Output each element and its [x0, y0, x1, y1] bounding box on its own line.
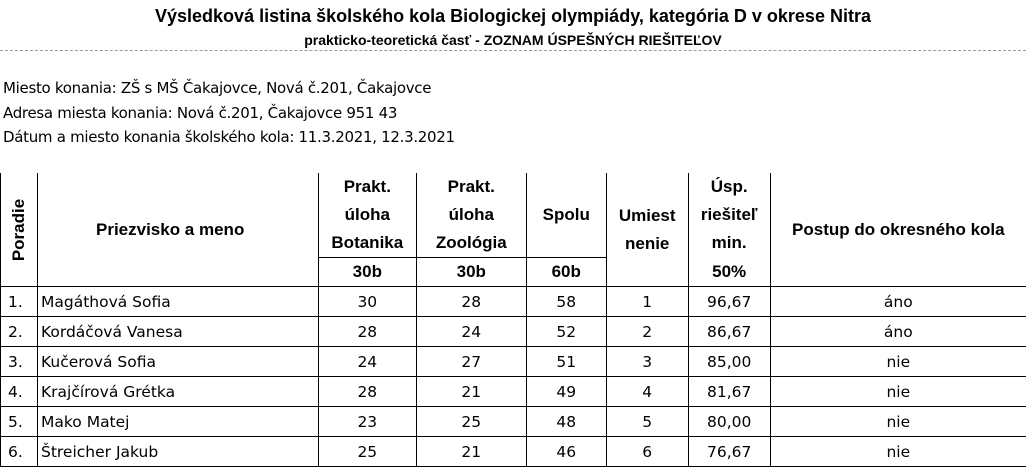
cell-advance: áno [770, 287, 1026, 317]
header-total-max: 60b [526, 258, 606, 287]
cell-place: 3 [606, 347, 688, 377]
header-botany-max: 30b [318, 258, 416, 287]
cell-zoology: 25 [416, 407, 526, 437]
cell-name: Štreicher Jakub [37, 437, 318, 467]
cell-rank: 6. [1, 437, 38, 467]
cell-advance: nie [770, 347, 1026, 377]
header-success: Úsp. riešiteľ min. [688, 173, 770, 258]
cell-success: 86,67 [688, 317, 770, 347]
cell-place: 5 [606, 407, 688, 437]
cell-place: 1 [606, 287, 688, 317]
cell-rank: 5. [1, 407, 38, 437]
cell-total: 48 [526, 407, 606, 437]
header-name: Priezvisko a meno [37, 173, 318, 287]
results-table [0, 173, 1026, 467]
cell-place: 6 [606, 437, 688, 467]
cell-total: 49 [526, 377, 606, 407]
cell-success: 85,00 [688, 347, 770, 377]
header-botany: Prakt. úloha Botanika [318, 173, 416, 258]
cell-zoology: 28 [416, 287, 526, 317]
header-zoology-max: 30b [416, 258, 526, 287]
info-address: Adresa miesta konania: Nová č.201, Čakajovce 951 43 [3, 104, 398, 122]
cell-success: 81,67 [688, 377, 770, 407]
cell-success: 76,67 [688, 437, 770, 467]
cell-rank: 4. [1, 377, 38, 407]
cell-rank: 1. [1, 287, 38, 317]
header-total: Spolu [526, 173, 606, 258]
cell-total: 58 [526, 287, 606, 317]
cell-name: Kučerová Sofia [37, 347, 318, 377]
table-row [1, 287, 1026, 317]
header-rank-label: Poradie [8, 198, 28, 261]
cell-rank: 2. [1, 317, 38, 347]
cell-zoology: 21 [416, 437, 526, 467]
cell-place: 4 [606, 377, 688, 407]
header-place: Umiest nenie [606, 173, 688, 287]
cell-success: 96,67 [688, 287, 770, 317]
table-row [1, 377, 1026, 407]
cell-name: Magáthová Sofia [37, 287, 318, 317]
cell-name: Krajčírová Grétka [37, 377, 318, 407]
cell-zoology: 27 [416, 347, 526, 377]
header-advance: Postup do okresného kola [770, 173, 1026, 287]
info-venue: Miesto konania: ZŠ s MŠ Čakajovce, Nová č.201, Čakajovce [3, 79, 432, 97]
cell-botany: 25 [318, 437, 416, 467]
table-row [1, 407, 1026, 437]
page-subtitle: prakticko-teoretická časť - ZOZNAM ÚSPEŠNÝCH RIEŠITEĽOV [304, 32, 722, 48]
cell-total: 46 [526, 437, 606, 467]
header-zoology: Prakt. úloha Zoológia [416, 173, 526, 258]
cell-name: Kordáčová Vanesa [37, 317, 318, 347]
cell-success: 80,00 [688, 407, 770, 437]
title-divider [0, 50, 1026, 51]
cell-botany: 23 [318, 407, 416, 437]
cell-zoology: 21 [416, 377, 526, 407]
cell-botany: 30 [318, 287, 416, 317]
cell-advance: nie [770, 377, 1026, 407]
cell-botany: 24 [318, 347, 416, 377]
cell-total: 52 [526, 317, 606, 347]
table-row [1, 437, 1026, 467]
cell-advance: nie [770, 437, 1026, 467]
cell-rank: 3. [1, 347, 38, 377]
cell-total: 51 [526, 347, 606, 377]
table-row [1, 317, 1026, 347]
cell-zoology: 24 [416, 317, 526, 347]
table-row [1, 347, 1026, 377]
header-rank [1, 173, 38, 287]
cell-name: Mako Matej [37, 407, 318, 437]
cell-advance: áno [770, 317, 1026, 347]
page-title: Výsledková listina školského kola Biologickej olympiády, kategória D v okrese Nitra [155, 6, 871, 26]
cell-botany: 28 [318, 377, 416, 407]
header-success-min: 50% [688, 258, 770, 287]
cell-botany: 28 [318, 317, 416, 347]
cell-advance: nie [770, 407, 1026, 437]
info-date: Dátum a miesto konania školského kola: 11.3.2021, 12.3.2021 [3, 128, 455, 146]
cell-place: 2 [606, 317, 688, 347]
